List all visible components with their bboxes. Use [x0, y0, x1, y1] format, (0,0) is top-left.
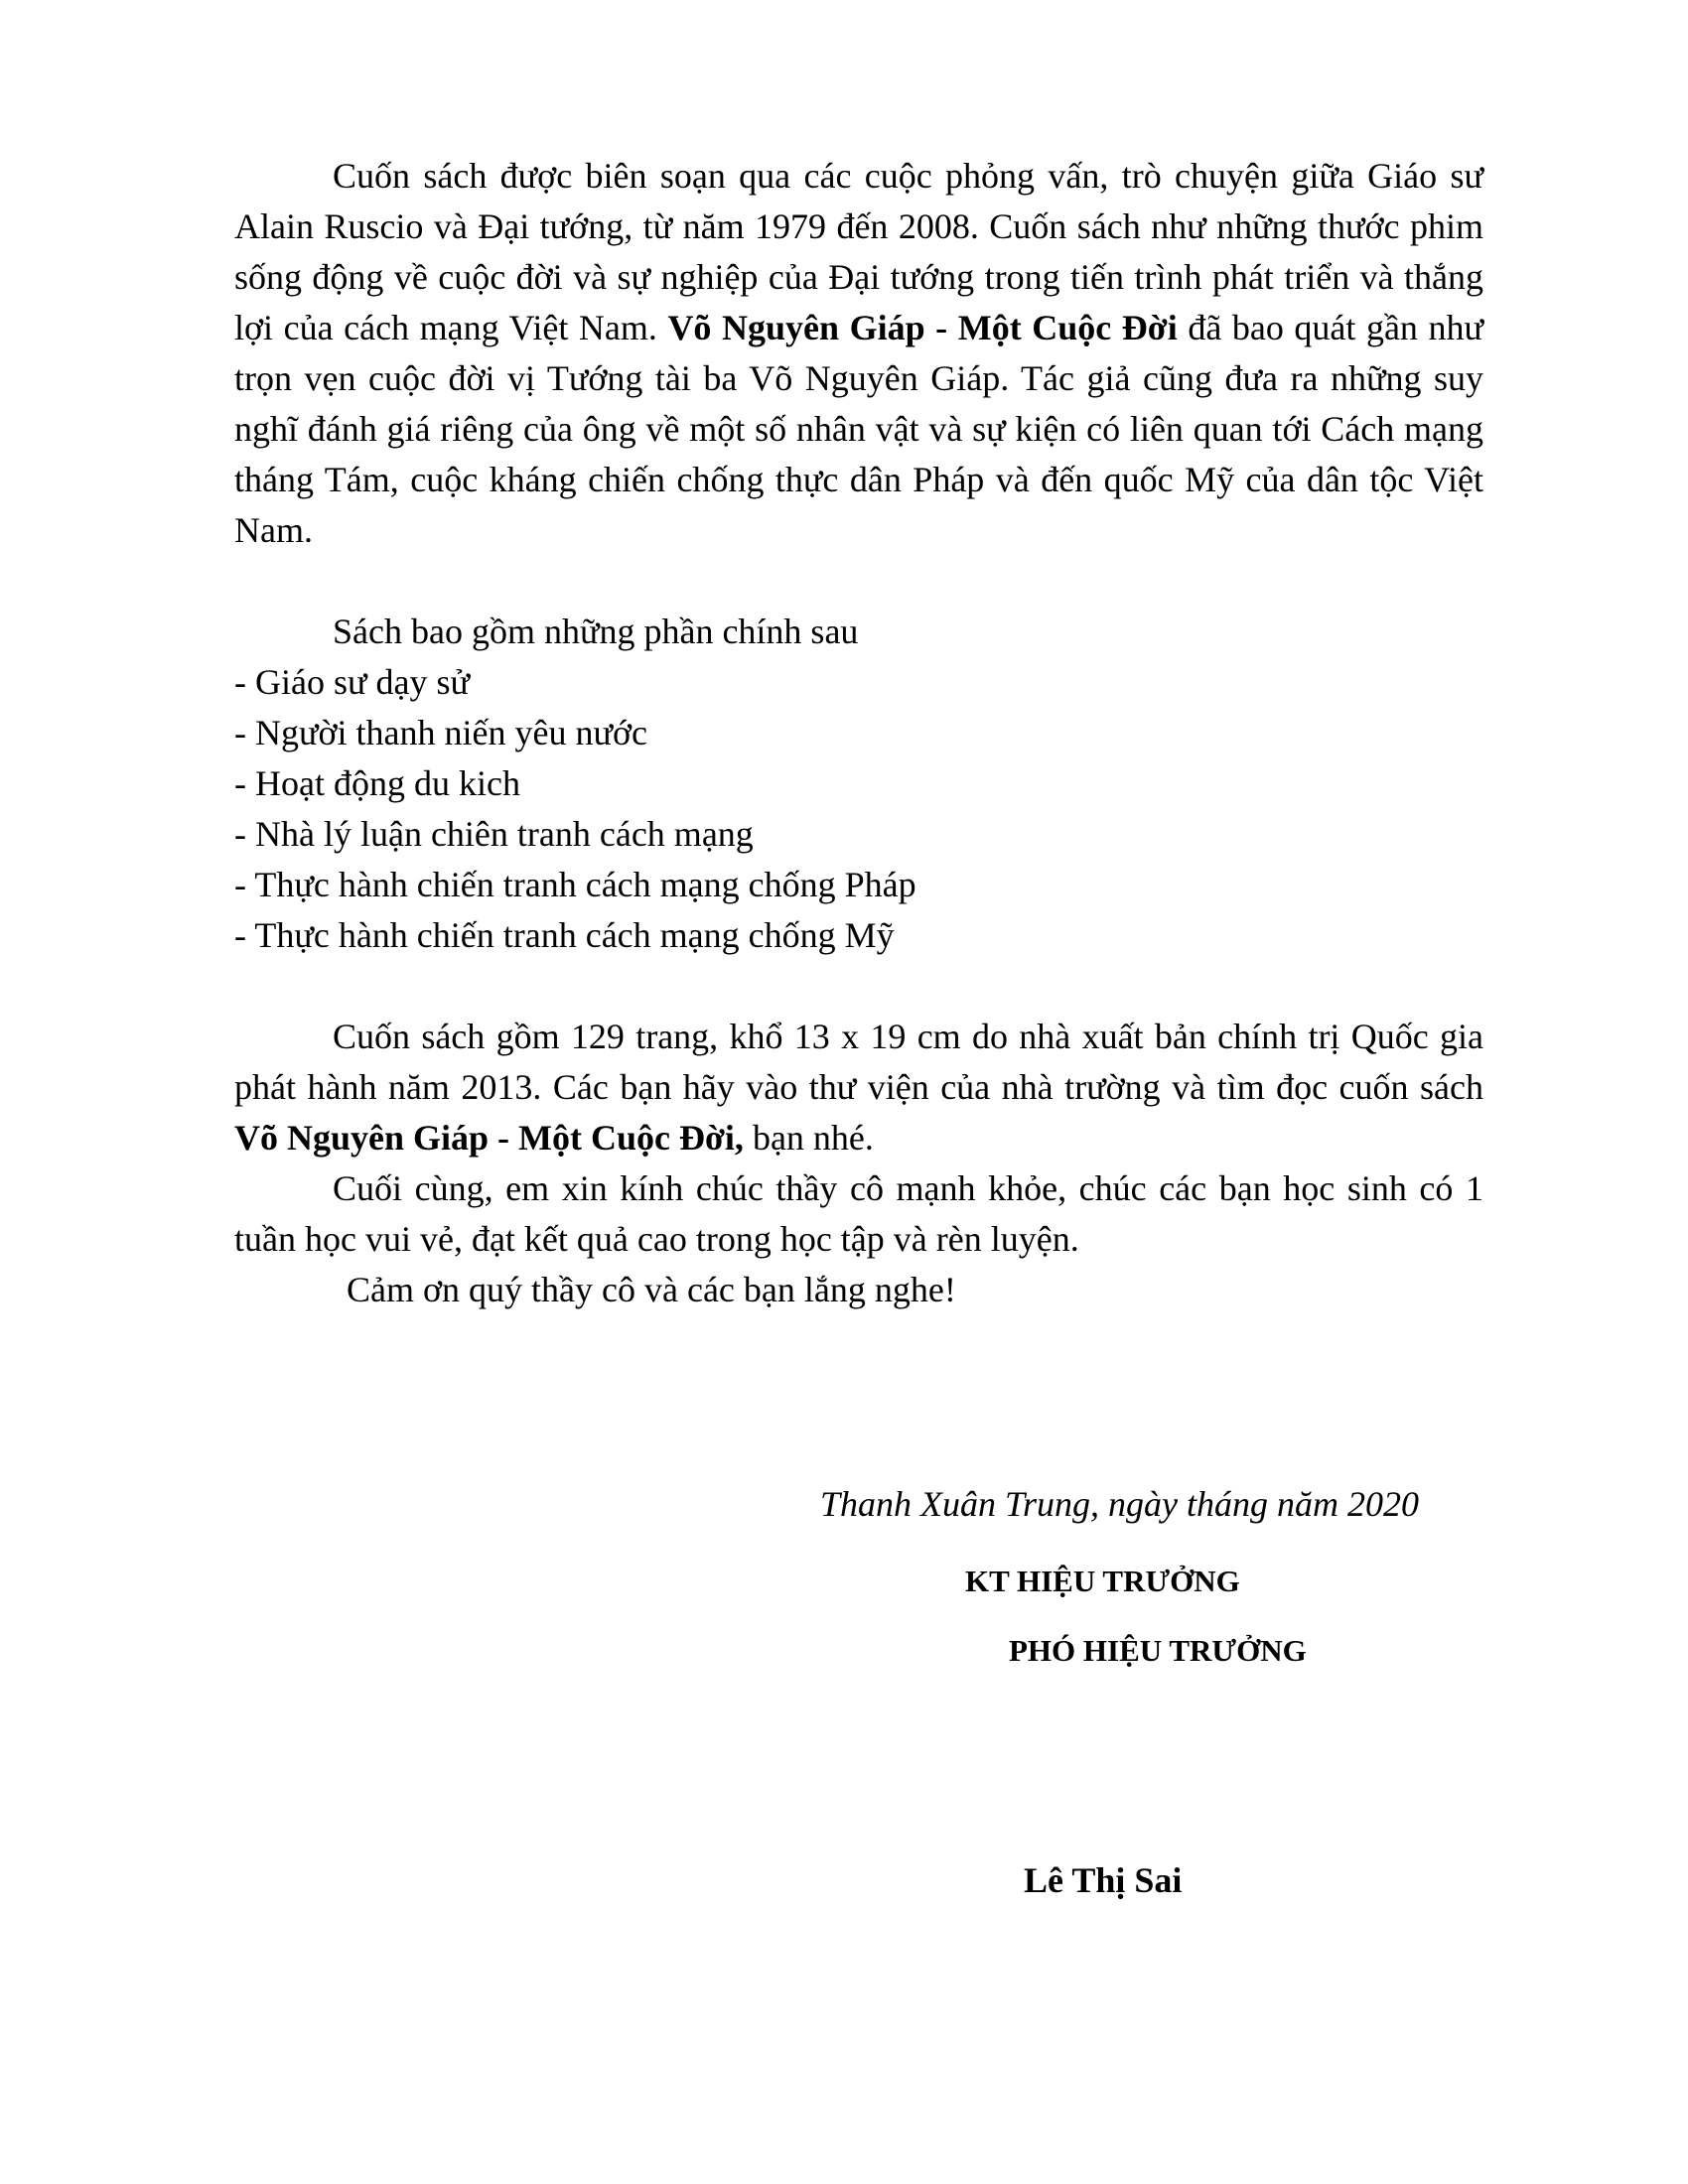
signer-role-line1: KT HIỆU TRƯỞNG: [965, 1564, 1240, 1598]
paragraph-book-summary: [234, 151, 1483, 556]
signer-role-line2: PHÓ HIỆU TRƯỞNG: [1009, 1633, 1307, 1668]
paragraph-thanks: Cảm ơn quý thầy cô và các bạn lắng nghe!: [347, 1270, 956, 1309]
list-item: - Hoạt động du kich: [234, 763, 520, 803]
document-body: [234, 151, 1483, 1315]
details-text-end: bạn nhé.: [743, 1118, 874, 1158]
book-title: Võ Nguyên Giáp - Một Cuộc Đời,: [234, 1118, 744, 1158]
paragraph-spacer: [234, 961, 1483, 1012]
book-title: Võ Nguyên Giáp - Một Cuộc Đời: [667, 308, 1178, 347]
sections-list: [234, 657, 1483, 961]
list-item: - Nhà lý luận chiên tranh cách mạng: [234, 814, 754, 854]
paragraph-wishes: Cuối cùng, em xin kính chúc thầy cô mạnh khỏe, chúc các bạn học sinh có 1 tuần học vui vẻ, đạt kết quả cao trong học tập và rèn luyện.: [234, 1168, 1483, 1259]
summary-text-start: Cuốn sách được biên soạn qua các cuộc phỏng vấn, trò chuyện giữa Giáo sư Alain Ruscio và Đại tướng, từ năm 1979 đến 2008. Cuốn sách như những thước phim sống động về cuộc đời và sự nghiệp của Đại tướng trong tiến trình phát triển và thắng lợi của cách mạng Việt Nam.: [234, 156, 1483, 347]
list-item: - Thực hành chiến tranh cách mạng chống Pháp: [234, 865, 916, 904]
list-item: - Thực hành chiến tranh cách mạng chống Mỹ: [234, 915, 895, 955]
place-and-date: Thanh Xuân Trung, ngày tháng năm 2020: [820, 1484, 1420, 1524]
paragraph-book-details: [234, 1012, 1483, 1163]
list-item: - Giáo sư dạy sử: [234, 662, 470, 702]
details-text-start: Cuốn sách gồm 129 trang, khổ 13 x 19 cm do nhà xuất bản chính trị Quốc gia phát hành năm 2013. Các bạn hãy vào thư viện của nhà trường và tìm đọc cuốn sách: [234, 1017, 1483, 1107]
signer-name: Lê Thị Sai: [1024, 1860, 1183, 1900]
summary-text-end: đã bao quát gần như trọn vẹn cuộc đời vị Tướng tài ba Võ Nguyên Giáp. Tác giả cũng đưa ra những suy nghĩ đánh giá riêng của ông về một số nhân vật và sự kiện có liên quan tới Cách mạng tháng Tám, cuộc kháng chiến chống thực dân Pháp và đến quốc Mỹ của dân tộc Việt Nam.: [234, 308, 1483, 550]
list-item: - Người thanh niến yêu nước: [234, 713, 648, 752]
paragraph-spacer: [234, 556, 1483, 607]
sections-intro: Sách bao gồm những phần chính sau: [333, 612, 859, 651]
